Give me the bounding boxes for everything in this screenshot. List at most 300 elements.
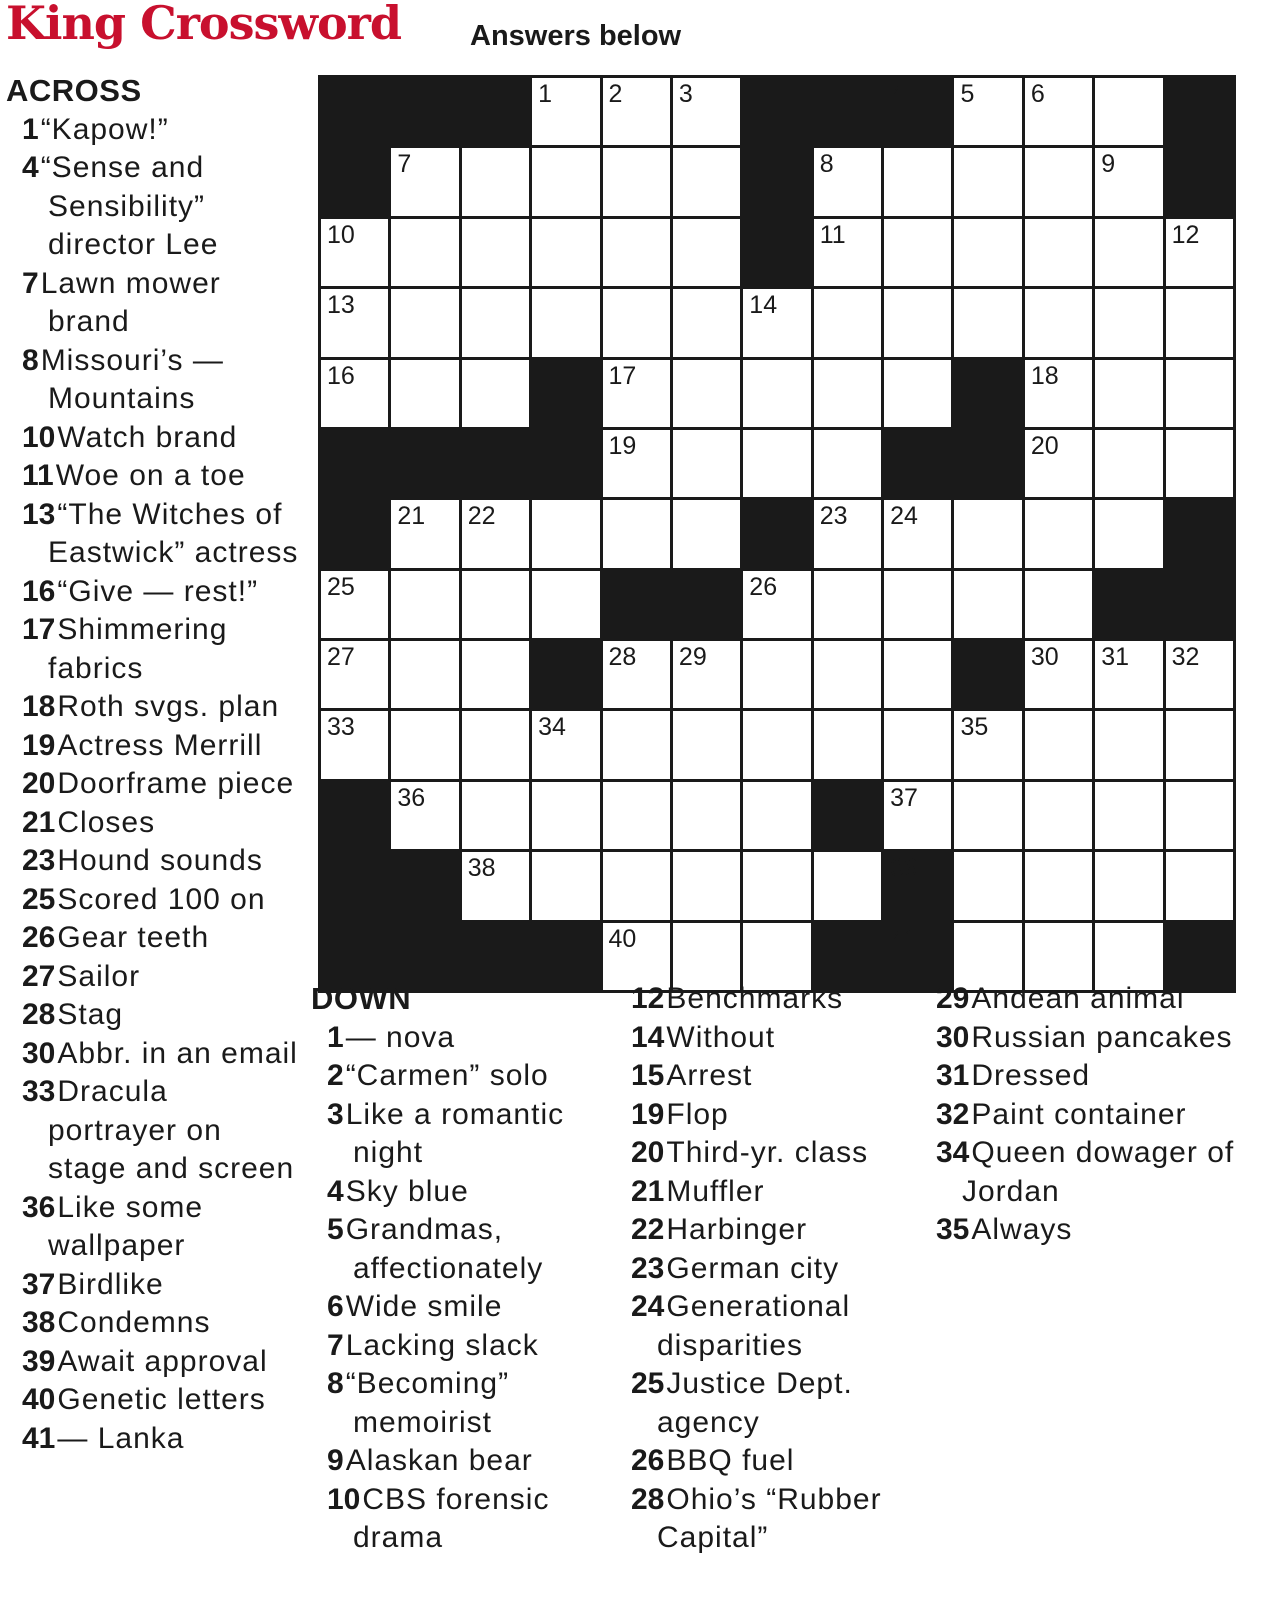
cell-number: 29: [678, 643, 707, 672]
grid-cell[interactable]: [673, 78, 740, 145]
clue-text: German city: [666, 1251, 840, 1285]
black-square: [1095, 571, 1162, 638]
grid-cell[interactable]: [532, 148, 599, 215]
grid-cell[interactable]: [462, 571, 529, 638]
across-clue: [14, 419, 306, 458]
grid-cell[interactable]: [1095, 430, 1162, 497]
clue-text: Wide smile: [345, 1290, 503, 1323]
cell-number: 26: [749, 572, 778, 601]
clue-text: Stag: [57, 998, 124, 1031]
clue-text: Always: [971, 1213, 1073, 1246]
cell-number: 30: [1030, 643, 1059, 672]
cell-number: 5: [960, 80, 975, 108]
grid-cell[interactable]: [1025, 289, 1092, 356]
across-clue: [14, 881, 306, 920]
clue-number: 27: [22, 959, 56, 993]
clue-text: Andean animal: [971, 982, 1185, 1015]
black-square: [884, 78, 951, 145]
clue-number: 24: [631, 1290, 665, 1323]
grid-cell[interactable]: [1166, 360, 1233, 427]
down-clue: [928, 1019, 1240, 1058]
grid-cell[interactable]: [1166, 430, 1233, 497]
grid-cell[interactable]: [814, 571, 881, 638]
cell-number: 16: [327, 361, 355, 390]
down-clue: [928, 1057, 1240, 1096]
clue-number: 10: [327, 1482, 361, 1516]
black-square: [1166, 500, 1233, 567]
clue-text: “Sense and Sensibility” director Lee: [40, 151, 219, 261]
grid-cell[interactable]: [673, 641, 740, 708]
grid-cell[interactable]: [532, 711, 599, 778]
grid-cell[interactable]: [673, 148, 740, 215]
clue-text: Ohio’s “Rubber Capital”: [657, 1482, 882, 1554]
grid-cell[interactable]: [884, 148, 951, 215]
clue-text: “Carmen” solo: [345, 1059, 549, 1092]
grid-cell[interactable]: [1095, 500, 1162, 567]
grid-cell[interactable]: [321, 711, 388, 778]
clue-text: “Kapow!”: [40, 112, 169, 146]
clue-number: 23: [631, 1251, 665, 1285]
grid-cell[interactable]: [532, 782, 599, 849]
grid-cell[interactable]: [743, 571, 810, 638]
cell-number: 3: [678, 80, 693, 108]
grid-cell[interactable]: [1025, 711, 1092, 778]
black-square: [1166, 78, 1233, 145]
grid-cell[interactable]: [603, 360, 670, 427]
grid-cell[interactable]: [884, 641, 951, 708]
grid-cell[interactable]: [1025, 641, 1092, 708]
grid-cell[interactable]: [814, 430, 881, 497]
clue-number: 20: [22, 767, 56, 800]
black-square: [321, 148, 388, 215]
clue-text: Woe on a toe: [55, 459, 246, 492]
clue-number: 3: [327, 1097, 344, 1131]
down-clue: [319, 1211, 611, 1288]
grid-cell[interactable]: [814, 641, 881, 708]
grid-cell[interactable]: [1095, 289, 1162, 356]
grid-cell[interactable]: [743, 852, 810, 919]
grid-cell[interactable]: [1025, 219, 1092, 286]
grid-cell[interactable]: [1166, 711, 1233, 778]
cell-number: 22: [467, 502, 496, 531]
grid-cell[interactable]: [1095, 711, 1162, 778]
clue-number: 25: [22, 882, 56, 916]
clue-number: 4: [22, 151, 39, 184]
clue-text: Doorframe piece: [57, 767, 295, 800]
grid-cell[interactable]: [1095, 219, 1162, 286]
down-clues-column-2: [615, 980, 915, 1558]
across-clue: [14, 804, 306, 843]
black-square: [532, 430, 599, 497]
grid-cell[interactable]: [1025, 571, 1092, 638]
clue-number: 20: [631, 1136, 665, 1169]
clue-text: Await approval: [57, 1344, 268, 1378]
grid-cell[interactable]: [884, 500, 951, 567]
grid-cell[interactable]: [321, 641, 388, 708]
grid-cell[interactable]: [603, 500, 670, 567]
across-clue: [14, 1420, 306, 1459]
black-square: [814, 78, 881, 145]
cell-number: 35: [960, 713, 989, 742]
clue-number: 30: [22, 1036, 56, 1070]
clue-number: 11: [22, 459, 54, 492]
grid-cell[interactable]: [1025, 852, 1092, 919]
grid-cell[interactable]: [1095, 641, 1162, 708]
clue-text: Third-yr. class: [666, 1136, 869, 1169]
down-clue: [623, 1173, 915, 1212]
grid-cell[interactable]: [532, 289, 599, 356]
clue-number: 6: [327, 1290, 344, 1323]
clue-number: 1: [327, 1020, 344, 1054]
grid-cell[interactable]: [954, 571, 1021, 638]
clue-number: 23: [22, 844, 56, 877]
down-clue: [319, 1442, 611, 1481]
clue-number: 40: [22, 1383, 56, 1416]
clue-number: 1: [22, 112, 39, 146]
across-clue: [14, 1189, 306, 1266]
grid-cell[interactable]: [673, 360, 740, 427]
across-clue: [14, 958, 306, 997]
grid-cell[interactable]: [673, 289, 740, 356]
clue-text: Benchmarks: [666, 982, 844, 1015]
grid-cell[interactable]: [462, 148, 529, 215]
grid-cell[interactable]: [391, 500, 458, 567]
black-square: [532, 641, 599, 708]
down-clue: [319, 1288, 611, 1327]
cell-number: 7: [397, 150, 412, 179]
down-clue: [928, 1096, 1240, 1135]
cell-number: 41: [890, 924, 918, 953]
grid-cell[interactable]: [814, 219, 881, 286]
clue-number: 2: [327, 1059, 344, 1092]
grid-cell[interactable]: [743, 782, 810, 849]
clue-text: Like a romantic night: [345, 1097, 565, 1169]
cell-number: 40: [608, 924, 637, 953]
clue-number: 5: [327, 1213, 344, 1246]
grid-cell[interactable]: [532, 500, 599, 567]
clue-text: Alaskan bear: [345, 1444, 533, 1477]
cell-number: 33: [327, 713, 355, 742]
clue-text: Roth svgs. plan: [57, 690, 280, 723]
cell-number: 27: [327, 643, 355, 672]
grid-cell[interactable]: [814, 852, 881, 919]
black-square: [391, 852, 458, 919]
down-clue: [319, 1173, 611, 1212]
grid-cell[interactable]: [462, 500, 529, 567]
clue-text: Genetic letters: [57, 1383, 266, 1416]
down-clue: [319, 1327, 611, 1366]
grid-cell[interactable]: [462, 641, 529, 708]
grid-cell[interactable]: [884, 360, 951, 427]
clue-text: Missouri’s — Mountains: [40, 343, 224, 415]
grid-cell[interactable]: [954, 219, 1021, 286]
grid-cell[interactable]: [1025, 782, 1092, 849]
black-square: [603, 571, 670, 638]
grid-cell[interactable]: [884, 289, 951, 356]
clue-number: 36: [22, 1190, 56, 1224]
grid-cell[interactable]: [321, 571, 388, 638]
clue-text: Closes: [57, 805, 156, 839]
across-clue: [14, 265, 306, 342]
clue-number: 28: [631, 1482, 665, 1516]
grid-cell[interactable]: [603, 148, 670, 215]
clue-number: 26: [631, 1444, 665, 1477]
grid-cell[interactable]: [743, 289, 810, 356]
clue-number: 4: [327, 1174, 344, 1208]
down-clue: [623, 1481, 915, 1558]
grid-cell[interactable]: [1025, 430, 1092, 497]
cell-number: 18: [1030, 361, 1059, 390]
grid-cell[interactable]: [673, 219, 740, 286]
down-clue: [623, 1096, 915, 1135]
grid-cell[interactable]: [954, 852, 1021, 919]
down-clue: [319, 1365, 611, 1442]
grid-cell[interactable]: [603, 641, 670, 708]
across-clue: [14, 1304, 306, 1343]
black-square: [954, 360, 1021, 427]
grid-cell[interactable]: [1166, 289, 1233, 356]
grid-cell[interactable]: [532, 852, 599, 919]
grid-cell[interactable]: [673, 711, 740, 778]
across-clue: [14, 765, 306, 804]
clue-text: Hound sounds: [57, 844, 263, 877]
cell-number: 4: [890, 80, 904, 108]
grid-cell[interactable]: [1025, 360, 1092, 427]
grid-cell[interactable]: [814, 360, 881, 427]
grid-cell[interactable]: [532, 78, 599, 145]
down-heading: DOWN: [311, 981, 412, 1016]
grid-cell[interactable]: [391, 782, 458, 849]
clue-text: Russian pancakes: [971, 1020, 1233, 1054]
clue-text: Justice Dept. agency: [657, 1367, 853, 1439]
clue-text: Flop: [666, 1097, 729, 1131]
black-square: [321, 782, 388, 849]
grid-cell[interactable]: [391, 219, 458, 286]
grid-cell[interactable]: [814, 289, 881, 356]
grid-cell[interactable]: [603, 289, 670, 356]
cell-number: 1: [538, 80, 553, 108]
black-square: [462, 430, 529, 497]
clue-text: CBS forensic drama: [353, 1482, 550, 1554]
clue-text: Sailor: [57, 959, 141, 993]
grid-cell[interactable]: [1095, 78, 1162, 145]
grid-cell[interactable]: [1025, 148, 1092, 215]
grid-cell[interactable]: [884, 219, 951, 286]
down-clue: [623, 1288, 915, 1365]
black-square: [743, 500, 810, 567]
grid-cell[interactable]: [954, 78, 1021, 145]
across-clue: [14, 688, 306, 727]
across-clue: [14, 111, 306, 150]
clue-number: 9: [327, 1444, 344, 1477]
grid-cell[interactable]: [1166, 782, 1233, 849]
grid-cell[interactable]: [1095, 852, 1162, 919]
clue-number: 30: [936, 1020, 970, 1054]
down-clue: [623, 1365, 915, 1442]
down-clue: [623, 980, 915, 1019]
clue-text: Condemns: [57, 1306, 211, 1339]
down-clue: [623, 1442, 915, 1481]
clue-number: 41: [22, 1421, 56, 1455]
grid-cell[interactable]: [884, 711, 951, 778]
down-clue: [623, 1134, 915, 1173]
grid-cell[interactable]: [884, 571, 951, 638]
grid-cell[interactable]: [321, 219, 388, 286]
grid-cell[interactable]: [954, 782, 1021, 849]
clue-text: Dressed: [971, 1059, 1091, 1092]
grid-cell[interactable]: [391, 360, 458, 427]
grid-cell[interactable]: [391, 641, 458, 708]
grid-cell[interactable]: [673, 500, 740, 567]
grid-cell[interactable]: [1166, 852, 1233, 919]
across-heading: ACROSS: [6, 73, 142, 108]
puzzle-title: King Crossword: [6, 0, 402, 50]
clue-text: “The Witches of Eastwick” actress: [48, 497, 299, 569]
clue-text: Dracula portrayer on stage and screen: [48, 1075, 295, 1185]
grid-cell[interactable]: [462, 219, 529, 286]
clue-text: Lacking slack: [345, 1328, 539, 1362]
clue-number: 39: [22, 1344, 56, 1378]
grid-cell[interactable]: [814, 148, 881, 215]
cell-number: 31: [1101, 643, 1130, 672]
clue-text: Queen dowager of Jordan: [962, 1136, 1235, 1208]
grid-cell[interactable]: [743, 641, 810, 708]
clue-number: 26: [22, 921, 56, 954]
grid-cell[interactable]: [462, 289, 529, 356]
cell-number: 39: [890, 854, 918, 883]
clue-number: 34: [936, 1136, 970, 1169]
clue-number: 28: [22, 998, 56, 1031]
grid-cell[interactable]: [391, 711, 458, 778]
grid-cell[interactable]: [1095, 148, 1162, 215]
clue-number: 14: [631, 1020, 665, 1054]
grid-cell[interactable]: [1095, 782, 1162, 849]
grid-cell[interactable]: [462, 852, 529, 919]
grid-cell[interactable]: [391, 289, 458, 356]
grid-cell[interactable]: [743, 711, 810, 778]
cell-number: 6: [1030, 80, 1045, 108]
black-square: [321, 500, 388, 567]
clue-number: 38: [22, 1306, 56, 1339]
clue-number: 17: [22, 613, 56, 646]
across-clue: [14, 842, 306, 881]
black-square: [321, 430, 388, 497]
clue-number: 7: [327, 1328, 344, 1362]
cell-number: 32: [1171, 643, 1200, 672]
clue-text: “Becoming” memoirist: [345, 1367, 510, 1439]
grid-cell[interactable]: [743, 360, 810, 427]
cell-number: 2: [608, 80, 623, 108]
across-clue: [14, 457, 306, 496]
clue-text: Lawn mower brand: [40, 266, 221, 338]
grid-cell[interactable]: [814, 711, 881, 778]
grid-cell[interactable]: [462, 782, 529, 849]
down-clue: [623, 1211, 915, 1250]
down-clue: [319, 1481, 611, 1558]
grid-cell[interactable]: [814, 500, 881, 567]
down-clue: [928, 980, 1240, 1019]
grid-cell[interactable]: [673, 782, 740, 849]
clue-text: Gear teeth: [57, 921, 210, 954]
clue-text: Scored 100 on: [57, 882, 266, 916]
grid-cell[interactable]: [954, 289, 1021, 356]
grid-cell[interactable]: [321, 289, 388, 356]
clue-text: — Lanka: [57, 1421, 185, 1455]
across-clue: [14, 1343, 306, 1382]
clue-number: 19: [631, 1097, 665, 1131]
grid-cell[interactable]: [1095, 360, 1162, 427]
grid-cell[interactable]: [1166, 641, 1233, 708]
grid-cell[interactable]: [603, 782, 670, 849]
grid-cell[interactable]: [321, 360, 388, 427]
grid-cell[interactable]: [954, 500, 1021, 567]
clue-number: 19: [22, 728, 56, 762]
grid-cell[interactable]: [1166, 219, 1233, 286]
black-square: [743, 148, 810, 215]
across-clue: [14, 1073, 306, 1189]
across-clue: [14, 573, 306, 612]
clue-number: 12: [631, 982, 665, 1015]
grid-cell[interactable]: [954, 711, 1021, 778]
black-square: [391, 430, 458, 497]
grid-cell[interactable]: [673, 430, 740, 497]
grid-cell[interactable]: [1025, 500, 1092, 567]
clue-text: Paint container: [971, 1097, 1187, 1131]
clue-number: 35: [936, 1213, 970, 1246]
clue-number: 7: [22, 266, 39, 300]
grid-cell[interactable]: [1025, 78, 1092, 145]
down-clue: [319, 1057, 611, 1096]
grid-cell[interactable]: [462, 711, 529, 778]
grid-cell[interactable]: [603, 430, 670, 497]
black-square: [954, 430, 1021, 497]
clue-number: 32: [936, 1097, 970, 1131]
cell-number: 20: [1030, 431, 1059, 460]
black-square: [814, 782, 881, 849]
grid-cell[interactable]: [673, 852, 740, 919]
grid-cell[interactable]: [603, 219, 670, 286]
grid-cell[interactable]: [743, 430, 810, 497]
clue-number: 8: [327, 1367, 344, 1400]
down-clue: [623, 1250, 915, 1289]
grid-cell[interactable]: [391, 148, 458, 215]
clue-text: Muffler: [666, 1174, 765, 1208]
grid-cell[interactable]: [532, 219, 599, 286]
cell-number: 14: [749, 291, 778, 320]
grid-cell[interactable]: [954, 148, 1021, 215]
grid-cell[interactable]: [603, 711, 670, 778]
clue-text: Birdlike: [57, 1267, 164, 1301]
clue-text: BBQ fuel: [666, 1444, 795, 1477]
clue-number: 8: [22, 343, 39, 377]
black-square: [1166, 571, 1233, 638]
grid-cell[interactable]: [532, 571, 599, 638]
clue-text: Sky blue: [345, 1174, 469, 1208]
grid-cell[interactable]: [884, 782, 951, 849]
across-clue: [14, 919, 306, 958]
grid-cell[interactable]: [462, 360, 529, 427]
grid-cell[interactable]: [603, 78, 670, 145]
puzzle-subtitle: Answers below: [470, 20, 682, 52]
grid-cell[interactable]: [391, 571, 458, 638]
cell-number: 11: [819, 220, 846, 249]
cell-number: 9: [1101, 150, 1116, 179]
grid-cell[interactable]: [603, 852, 670, 919]
black-square: [743, 78, 810, 145]
cell-number: 23: [819, 502, 848, 531]
across-clue: [14, 1035, 306, 1074]
across-clues: [6, 72, 306, 1458]
